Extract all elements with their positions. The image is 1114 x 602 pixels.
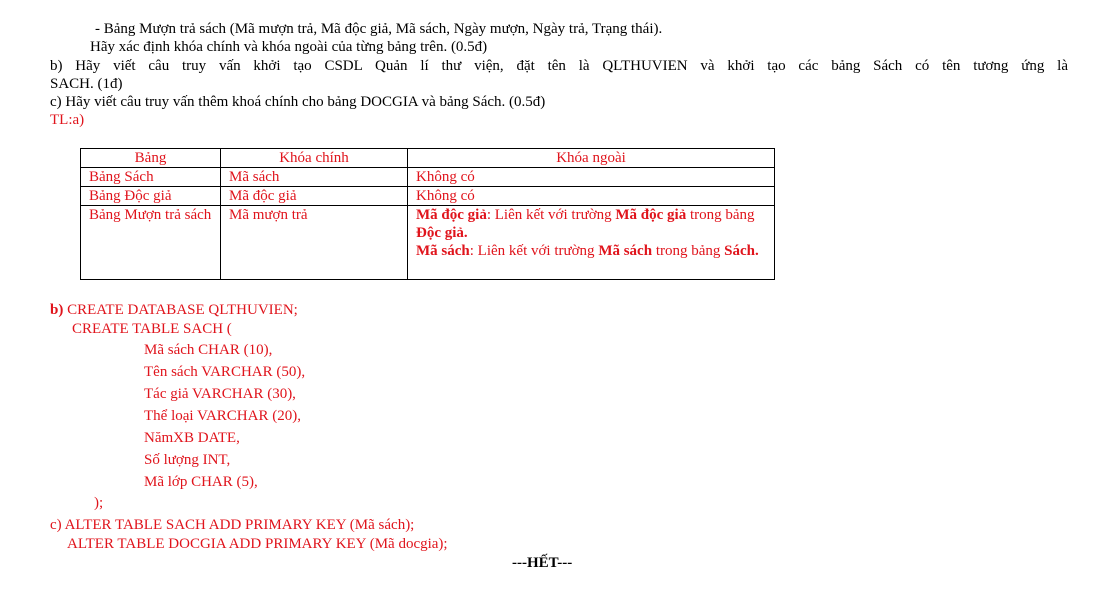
create-table-statement: CREATE TABLE SACH ( bbox=[72, 321, 232, 337]
create-db-statement: CREATE DATABASE QLTHUVIEN; bbox=[63, 302, 298, 318]
fk-text: : Liên kết với trường bbox=[469, 243, 599, 259]
table-header-row bbox=[81, 149, 775, 168]
table-row bbox=[81, 187, 775, 206]
table-row bbox=[81, 168, 775, 187]
answer-c-line2: ALTER TABLE DOCGIA ADD PRIMARY KEY (Mã docgia); bbox=[67, 536, 448, 552]
table-row bbox=[81, 206, 775, 280]
header-foreign-key: Khóa ngoài bbox=[408, 149, 775, 168]
end-marker: ---HẾT--- bbox=[512, 555, 573, 571]
field-line: Thể loại VARCHAR (20), bbox=[144, 408, 301, 424]
field-line: Mã lớp CHAR (5), bbox=[144, 474, 258, 490]
question-c: c) Hãy viết câu truy vấn thêm khoá chính cho bảng DOCGIA và bảng Sách. (0.5đ) bbox=[50, 94, 546, 110]
fk-table-sach: Sách. bbox=[724, 243, 759, 259]
field-line: Tên sách VARCHAR (50), bbox=[144, 364, 306, 380]
fk-field-sach: Mã sách bbox=[416, 243, 470, 259]
answer-a-label: TL:a) bbox=[50, 112, 85, 128]
cell-foreign-key: Không có bbox=[408, 168, 775, 187]
fk-table-docgia: Độc giả. bbox=[416, 225, 468, 241]
fk-text: : Liên kết với trường bbox=[486, 207, 616, 223]
fk-target-sach: Mã sách bbox=[598, 243, 653, 259]
question-table-muontra: - Bảng Mượn trả sách (Mã mượn trả, Mã độc giả, Mã sách, Ngày mượn, Ngày trả, Trạng thái). bbox=[95, 21, 663, 37]
question-a-instruction: Hãy xác định khóa chính và khóa ngoài của từng bảng trên. (0.5đ) bbox=[90, 39, 488, 55]
fk-target-docgia: Mã độc giả bbox=[615, 207, 687, 223]
cell-primary-key: Mã độc giả bbox=[221, 187, 408, 206]
fk-field-docgia: Mã độc giả bbox=[416, 207, 487, 223]
cell-table-name: Bảng Độc giả bbox=[81, 187, 221, 206]
keys-table bbox=[80, 148, 775, 280]
cell-foreign-key bbox=[408, 206, 775, 280]
field-line: Mã sách CHAR (10), bbox=[144, 342, 273, 358]
cell-table-name: Bảng Sách bbox=[81, 168, 221, 187]
question-b: b) Hãy viết câu truy vấn khởi tạo CSDL Quản lí thư viện, đặt tên là QLTHUVIEN và khởi tạo các bảng Sách có tên tương ứng là bbox=[50, 58, 1068, 74]
create-table-close: ); bbox=[94, 495, 104, 511]
field-line: NămXB DATE, bbox=[144, 430, 240, 446]
header-primary-key: Khóa chính bbox=[221, 149, 408, 168]
answer-b-create-db bbox=[50, 301, 298, 319]
question-b-cont: SACH. (1đ) bbox=[50, 76, 123, 92]
cell-table-name: Bảng Mượn trả sách bbox=[81, 206, 221, 280]
cell-primary-key: Mã sách bbox=[221, 168, 408, 187]
field-line: Tác giả VARCHAR (30), bbox=[144, 386, 296, 402]
answer-c-line1: c) ALTER TABLE SACH ADD PRIMARY KEY (Mã sách); bbox=[50, 517, 415, 533]
answer-b-label: b) bbox=[50, 302, 64, 318]
fk-text: trong bảng bbox=[686, 207, 755, 223]
fk-text: trong bảng bbox=[652, 243, 725, 259]
cell-foreign-key: Không có bbox=[408, 187, 775, 206]
cell-primary-key: Mã mượn trả bbox=[221, 206, 408, 280]
header-table: Bảng bbox=[81, 149, 221, 168]
field-line: Số lượng INT, bbox=[144, 452, 231, 468]
